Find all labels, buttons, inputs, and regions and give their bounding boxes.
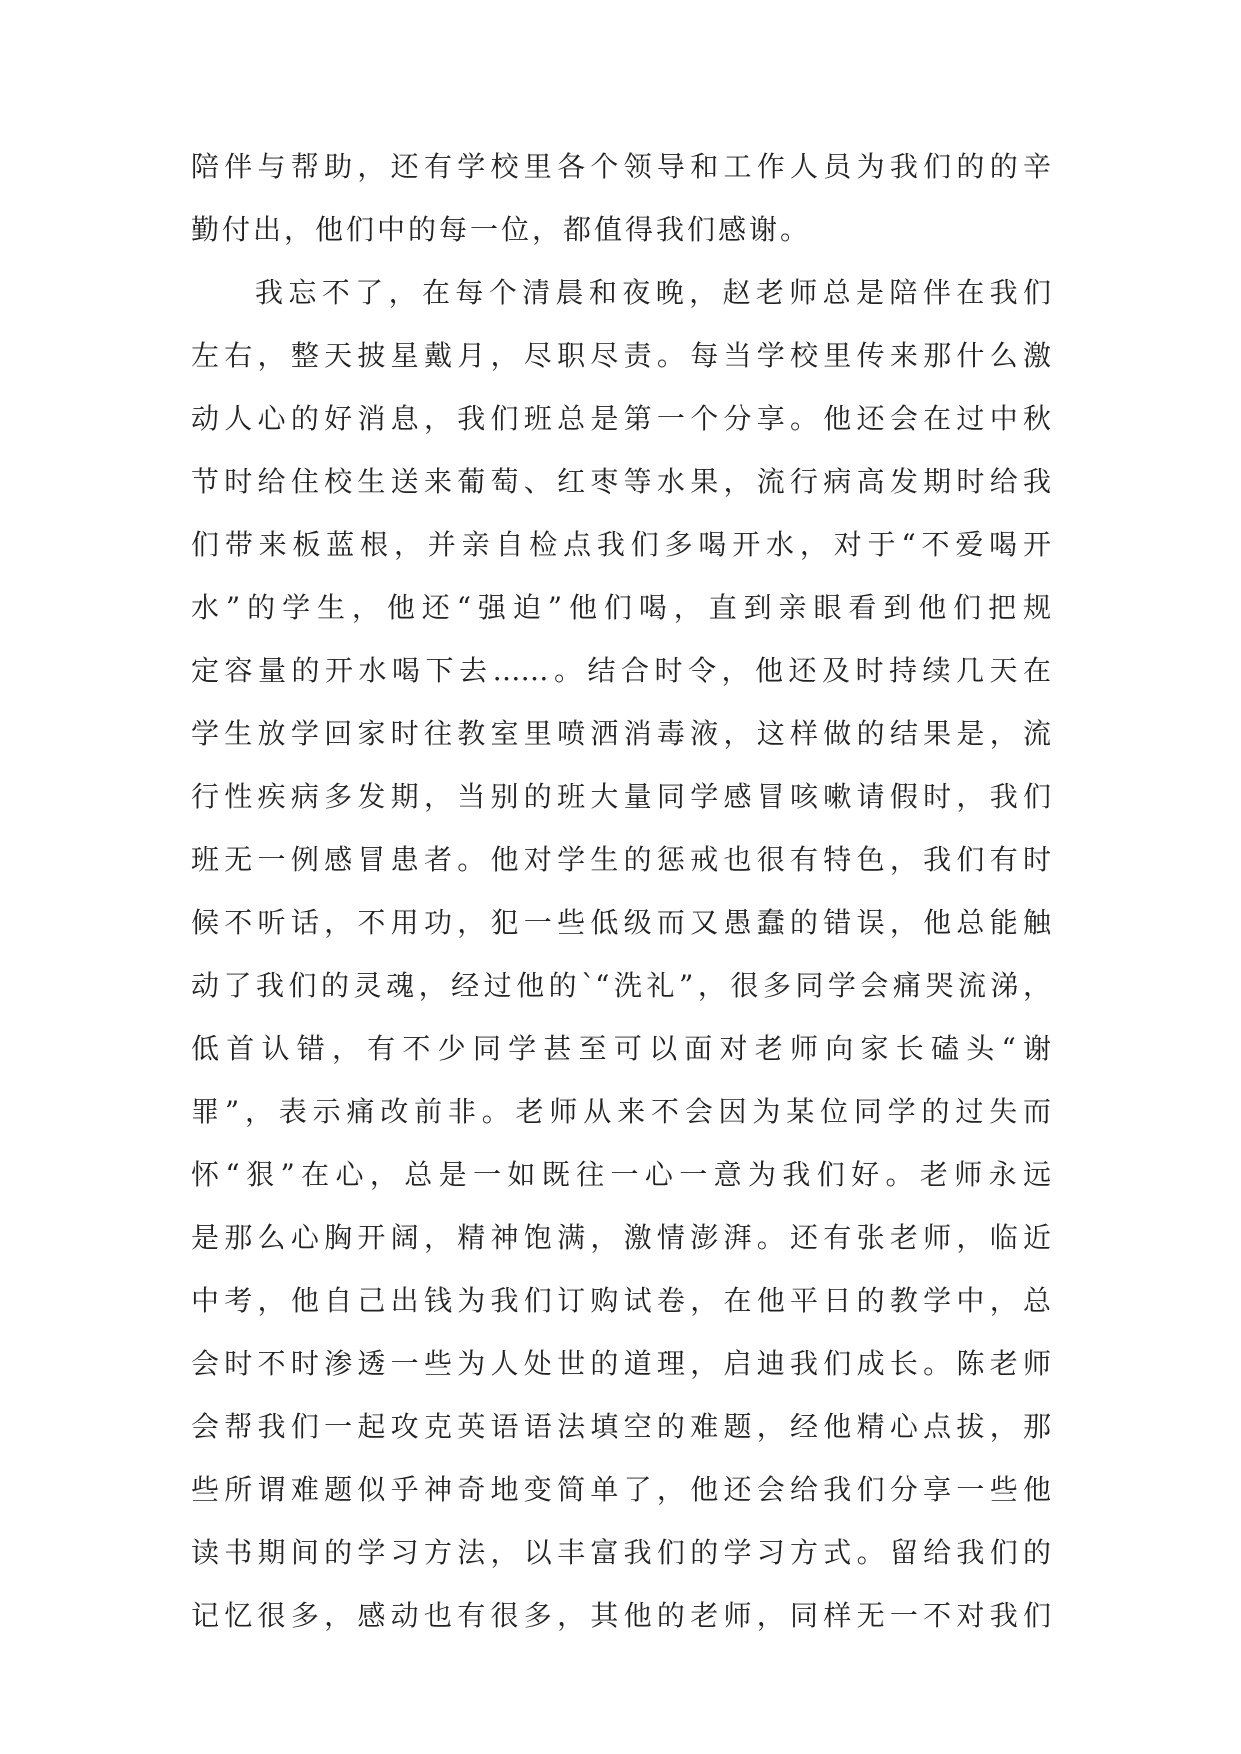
text-line: 定容量的开水喝下去……。结合时令，他还及时持续几天在 (191, 654, 1051, 687)
text-line: 怀“狠”在心，总是一如既往一心一意为我们好。老师永远 (191, 1158, 1051, 1191)
text-line: 读书期间的学习方法，以丰富我们的学习方式。留给我们的 (191, 1536, 1051, 1569)
text-line: 学生放学回家时往教室里喷洒消毒液，这样做的结果是，流 (191, 717, 1051, 750)
text-line: 是那么心胸开阔，精神饱满，激情澎湃。还有张老师，临近 (191, 1221, 1051, 1254)
text-line: 候不听话，不用功，犯一些低级而又愚蠢的错误，他总能触 (191, 906, 1051, 939)
text-line: 们带来板蓝根，并亲自检点我们多喝开水，对于“不爱喝开 (191, 528, 1051, 561)
text-line: 节时给住校生送来葡萄、红枣等水果，流行病高发期时给我 (191, 465, 1051, 498)
text-line: 陪伴与帮助，还有学校里各个领导和工作人员为我们的的辛 (191, 150, 1051, 183)
text-line: 水”的学生，他还“强迫”他们喝，直到亲眼看到他们把规 (191, 591, 1051, 624)
text-line: 动了我们的灵魂，经过他的`“洗礼”，很多同学会痛哭流涕， (191, 969, 1051, 1002)
text-line: 勤付出，他们中的每一位，都值得我们感谢。 (191, 213, 812, 246)
text-line: 左右，整天披星戴月，尽职尽责。每当学校里传来那什么激 (191, 339, 1051, 372)
paragraph-first-line: 我忘不了，在每个清晨和夜晚，赵老师总是陪伴在我们 (255, 276, 1051, 309)
text-line: 行性疾病多发期，当别的班大量同学感冒咳嗽请假时，我们 (191, 780, 1051, 813)
text-line: 低首认错，有不少同学甚至可以面对老师向家长磕头“谢 (191, 1032, 1051, 1065)
text-line: 些所谓难题似乎神奇地变简单了，他还会给我们分享一些他 (191, 1473, 1051, 1506)
text-line: 班无一例感冒患者。他对学生的惩戒也很有特色，我们有时 (191, 843, 1051, 876)
text-line: 罪”，表示痛改前非。老师从来不会因为某位同学的过失而 (191, 1095, 1051, 1128)
text-line: 动人心的好消息，我们班总是第一个分享。他还会在过中秋 (191, 402, 1051, 435)
text-line: 中考，他自己出钱为我们订购试卷，在他平日的教学中，总 (191, 1284, 1051, 1317)
text-line: 记忆很多，感动也有很多，其他的老师，同样无一不对我们 (191, 1599, 1051, 1632)
text-line: 会帮我们一起攻克英语语法填空的难题，经他精心点拔，那 (191, 1410, 1051, 1443)
text-line: 会时不时渗透一些为人处世的道理，启迪我们成长。陈老师 (191, 1347, 1051, 1380)
